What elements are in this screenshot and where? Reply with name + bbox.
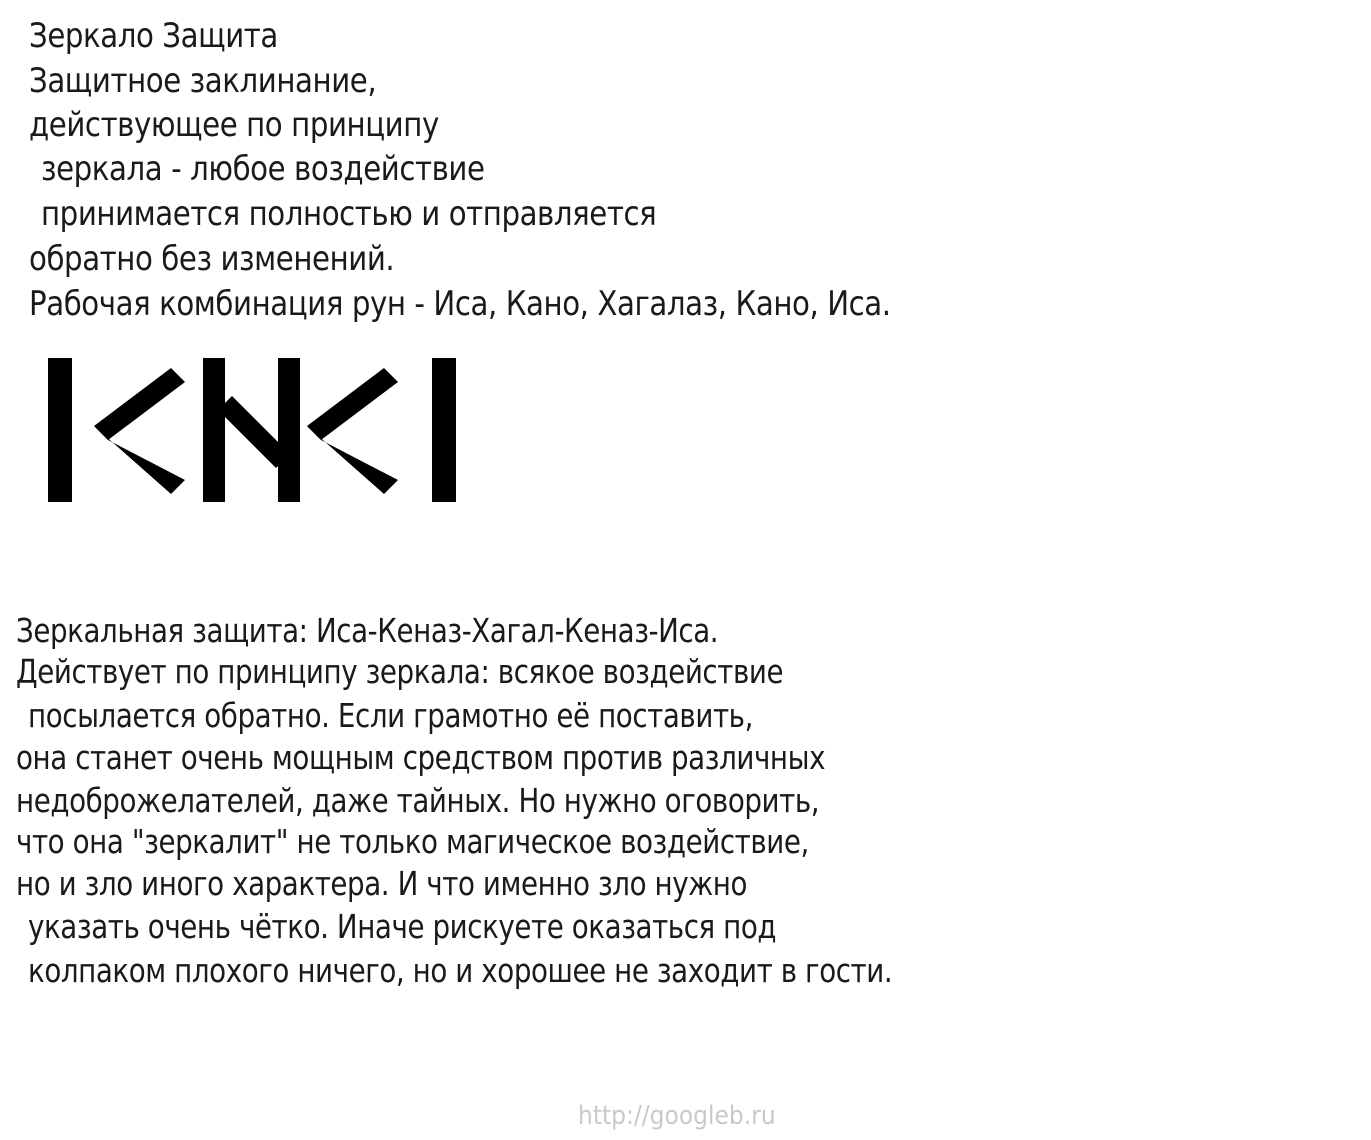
text-line: что она "зеркалит" не только магическое воздействие, <box>16 822 809 861</box>
section-title: Зеркало Защита <box>29 16 278 56</box>
text-line: недоброжелателей, даже тайных. Но нужно оговорить, <box>16 781 820 820</box>
text-line: зеркала - любое воздействие <box>41 149 485 189</box>
text-line: посылается обратно. Если грамотно её поставить, <box>28 696 753 735</box>
isa-rune <box>48 358 72 502</box>
rune-combination <box>48 358 456 502</box>
text-line: она станет очень мощным средством против различных <box>16 738 826 777</box>
text-line: обратно без изменений. <box>29 239 395 279</box>
watermark-url: http://googleb.ru <box>578 1101 776 1131</box>
text-line: указать очень чётко. Иначе рискуете оказаться под <box>28 907 777 946</box>
hagalaz-rune <box>203 358 300 502</box>
text-line: Действует по принципу зеркала: всякое воздействие <box>16 652 784 691</box>
kano-rune <box>94 368 185 494</box>
text-line: действующее по принципу <box>29 105 439 145</box>
text-line: но и зло иного характера. И что именно зло нужно <box>16 864 748 903</box>
section-title: Зеркальная защита: Иса-Кеназ-Хагал-Кеназ-Иса. <box>16 611 719 650</box>
isa-rune <box>432 358 456 502</box>
text-line: колпаком плохого ничего, но и хорошее не заходит в гости. <box>28 951 893 990</box>
kano-rune <box>307 368 398 494</box>
text-line: Защитное заклинание, <box>29 61 377 101</box>
text-line: Рабочая комбинация рун - Иса, Кано, Хагалаз, Кано, Иса. <box>29 284 891 324</box>
text-line: принимается полностью и отправляется <box>41 194 657 234</box>
